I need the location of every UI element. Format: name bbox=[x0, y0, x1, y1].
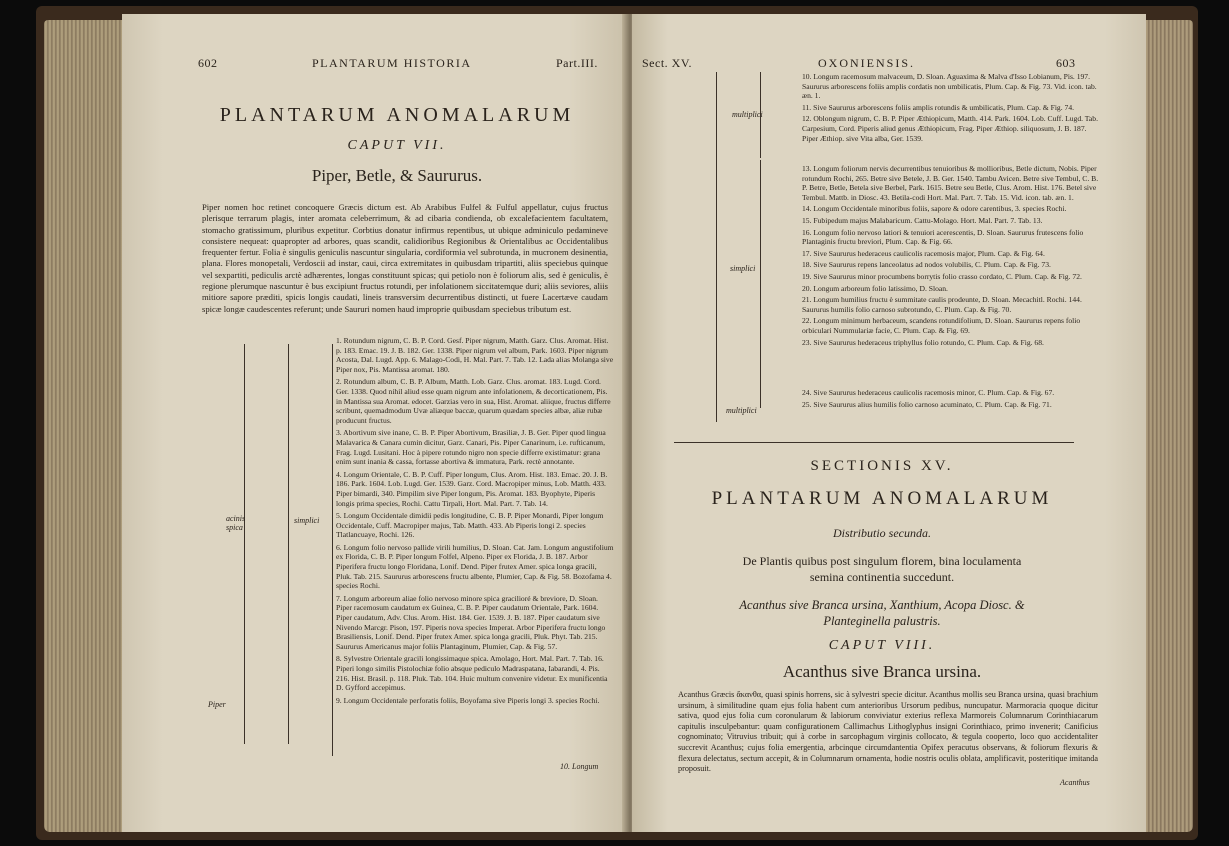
right-subtitle: Acanthus sive Branca ursina. bbox=[782, 662, 982, 681]
list-item: 8. Sylvestre Orientale gracili longissimaque spica. Amolago, Hort. Mal. Part. 7. Tab. 16. Piperi longo similis Pistolochiæ folio absque pediculo Madraspatana, Iabarandi, 4. Pis. 216. Hist. Brasil. p. 118. Pluk. Tab. 104. Huic multum convenire videtur. Ex munificentia D. Gyfford accepimus. bbox=[336, 654, 608, 693]
list-item: 12. Oblongum nigrum, C. B. P. Piper Æthiopicum, Matth. 414. Park. 1604. Lob. Cuff. Lugd. Tab. Carpesium, Cord. Piperis aliud genus Æthiopicum, Frag. Piper Æthiop. siliquosum, J. B. 187. Piper Æthiop. sive Vita alba, Ger. 1539. bbox=[802, 114, 1098, 143]
section-rule bbox=[674, 442, 1074, 443]
section-heading: SECTIONIS XV. bbox=[810, 458, 954, 474]
label-simplici-r: simplici bbox=[730, 264, 756, 273]
left-part: Part.III. bbox=[556, 56, 598, 70]
left-intro-text: Piper nomen hoc retinet concoquere Græcis dictum est. Ab Arabibus Fulfel & Fulful appellatur, cujus fructus plerisque terrarum plagis, inter aromata celeberrimum, & ad cibaria condienda, ob excalefacientem facultatem, stomacho gratissimum, pluribus expetitur. Corbtius donatur infirmus repentibus, ut ubique adminiculo pedamineve consistere nequeat: quapropter ad arbores, quas scandit, calidioribus Regionibus & Orientalibus ac Occidentalibus frequenter fertur. Folia è singulis geniculis nascuntur singularia, cordiformia vel subrotunda, in mucronem desinentia, plana. Flores monopetali, Verdoscii ad instar, caui, circa extremitates in quibusdam tripartiti, aliis speciebus quinque vel sexpartiti, pediculis arctè adhærentes, longas constituunt spicas; qui petiolo non è foliorum alis, sed è geniculis, è regione plerumque nascuntur è bus excipiunt fructus rotundi, per infolationem siccitatemque duri; aliis seviores, aliis mitiore sapore præditi, spicis longis caudati, lineis transversim decurrentibus distincti, ut fuere Lacertæve caudam spicæ longæ caudescentes referunt; unde Saururi nomen haud improprie quibusdam speciebus tributum est. bbox=[202, 202, 608, 314]
book-edge-left bbox=[44, 20, 122, 832]
bracket-line-r1 bbox=[716, 72, 717, 422]
list-item: 15. Fubipedum majus Malabaricum. Cattu-Molago. Hort. Mal. Part. 7. Tab. 13. bbox=[802, 215, 1043, 225]
list-item: 6. Longum folio nervoso pallide virili humilius, D. Sloan. Cat. Jam. Longum angustifolium ex Florida, C. B. P. Piper longum Folfel, Alpeno. Piper ex Florida, J. B. 187. Arbor Piperifera fructu longo Floridana, Lonif. Dend. Piper frutex Amer. spica longa gracili, Pluk. Tab. 215. Saururus arborescens fructu albente, Plumier, Cap. & Fig. 58. Bozofama 4. species Rochi. bbox=[336, 542, 614, 591]
right-catchword: Acanthus bbox=[1060, 778, 1090, 787]
list-item: 18. Sive Saururus repens lanceolatus ad nodos volubilis, C. Plum. Cap. & Fig. 73. bbox=[802, 260, 1051, 270]
right-entries-c bbox=[802, 388, 1102, 409]
right-body-text: Acanthus Græcis ἄκανθα, quasi spinis horrens, sic à sylvestri specie dicitur. Acanthus mollis seu Branca ursina, quasi brachium ursinum, à similitudine quam ejus folia habent cum anterioribus Ursorum pedibus, nuncupatur. Marmoracia quoque dicitur sativa, quod ejus folia cum coronularum & labiorum conviviatur exterius reflexa Marmoreis Columnarum Corinthiacarum capitulis insculpebantur: quam configurationem Callimachus Lithoglyphus insigni Corinthiaco, primo invenerit; Canificius cognominato; Vitruvius tribuit; qui à corbe in sarcophagum virginis collocato, & tegula cooperto, loco quo accidentaliter succrevit Acanthus; cujus folia emergentia, arbcinque circumdantentia Opifex peracutus observans, & foliorum flexuris & flexura delectatus, sectum accepit, & in Columnarum ornamenta, hodie nostris oculis oblata, amplificavit, posteritique imitanda proposuit. bbox=[678, 690, 1098, 774]
distributio: Distributio secunda. bbox=[833, 526, 931, 540]
list-item: 3. Abortivum sive inane, C. B. P. Piper Abortivum, Brasiliæ, J. B. Ger. Piper quod lingua Malavarica & Canara cumin dicitur, Garz. Canari, Pis. Piper Canarinum, i.e. rufticanum, Frag. Lugd. Lusitani. Hoc à pipere rotundo nigro non specie differre existimatur: grana enim sunt inania & cassa, fortasse abortiva & immatura, Park. rectè annotante. bbox=[336, 428, 606, 467]
label-multiplici-1: multiplici bbox=[732, 110, 763, 119]
list-item: 9. Longum Occidentale perforatis foliis, Boyofama sive Piperis longi 3. species Rochi. bbox=[336, 695, 600, 705]
left-page-number: 602 bbox=[198, 56, 218, 70]
left-chapter: CAPUT VII. bbox=[347, 138, 447, 153]
bracket-line-3 bbox=[332, 344, 333, 756]
plants-line-2: Planteginella palustris. bbox=[823, 614, 941, 628]
right-page bbox=[632, 14, 1146, 832]
right-chapter: CAPUT VIII. bbox=[828, 638, 936, 653]
right-entries-b bbox=[802, 164, 1102, 347]
left-entries bbox=[336, 336, 614, 705]
right-running-head: OXONIENSIS. bbox=[818, 56, 915, 70]
list-item: 22. Longum minimum herbaceum, scandens rotundifolium, D. Sloan. Saururus repens folio orbiculari Nummulariæ facie, C. Plum. Cap. & Fig. 69. bbox=[802, 316, 1081, 335]
label-multiplici-2: multiplici bbox=[726, 406, 757, 415]
left-page bbox=[122, 14, 630, 832]
bracket-line-1 bbox=[244, 344, 245, 744]
list-item: 4. Longum Orientale, C. B. P. Cuff. Piper longum, Clus. Arom. Hist. 183. Emac. 20. J. B. 186. Park. 1604. Lob. Lugd. Ger. 1539. Garz. Cord. Macropiper minus, Lob. Matth. 433. Piper bimardi, 340. Pimpilim sive Piper longum, Pis. Aromat. 183. Byophyte, Piperis longis prima species, Rochi. Cattu Tirpali, Hort. Mal. Part. 7. Tab. 14. bbox=[336, 469, 608, 508]
right-title: PLANTARUM ANOMALARUM bbox=[711, 488, 1053, 509]
list-item: 13. Longum foliorum nervis decurrentibus tenuioribus & mollioribus, Betle dictum, Nobis. Piper rotundum Rochi, 265. Betre sive Betele, J. B. Ger. 1540. Tambu Avicen. Betre sive Tembul, C. B. P. Betre, Betle, Betela sive Berbel, Park. 1615. Betre seu Betle, Clus. Arom. Hist. 176. Betel sive Tembul. Mattb. in Diosc. 43. Betila-codi Hort. Mal. Part. 7. Tab. 15. Vid. icon. tab. æn. 1. bbox=[802, 164, 1099, 202]
right-entries-a bbox=[802, 72, 1102, 143]
list-item: 14. Longum Occidentale minoribus foliis, sapore & odore carentibus, 3. species Rochi. bbox=[802, 204, 1067, 214]
list-item: 21. Longum humilius fructu è summitate caulis prodeunte, D. Sloan. Mecachitl. Rochi. 144. Saururus humilis folio carnoso subrotundo, C. Plum. Cap. & Fig. 70. bbox=[802, 295, 1082, 314]
list-item: 17. Sive Saururus hederaceus caulicolis racemosis major, Plum. Cap. & Fig. 64. bbox=[802, 248, 1045, 258]
bracket-line-2 bbox=[288, 344, 289, 744]
list-item: 25. Sive Saururus alius humilis folio carnoso acuminato, C. Plum. Cap. & Fig. 71. bbox=[802, 399, 1052, 409]
list-item: 11. Sive Saururus arborescens foliis amplis rotundis & umbilicatis, Plum. Cap. & Fig. 74. bbox=[802, 102, 1075, 112]
right-section-label: Sect. XV. bbox=[642, 56, 692, 70]
list-item: 2. Rotundum album, C. B. P. Album, Matth. Lob. Garz. Clus. aromat. 183. Lugd. Cord. Ger. 1338. Quod nihil aliud esse quam nigrum ante infolationem, & decorticationem, Pis. in Mantissa sua Aromat. edocet. Garzias vero in sua, Hist. Aromat. aliique, fructus differre scribunt, quemadmodum Uvæ aliæque baccæ, quarum quædam species albæ, aliæ rubæ producunt fructus. bbox=[336, 377, 611, 425]
description-line-1: De Plantis quibus post singulum florem, bina loculamenta bbox=[742, 554, 1022, 568]
list-item: 24. Sive Saururus hederaceus caulicolis racemosis minor, C. Plum. Cap. & Fig. 67. bbox=[802, 388, 1055, 397]
list-item: 23. Sive Saururus hederaceus triphyllus folio rotundo, C. Plum. Cap. & Fig. 68. bbox=[802, 337, 1044, 347]
list-item: 1. Rotundum nigrum, C. B. P. Cord. Gesf. Piper nigrum, Matth. Garz. Clus. Aromat. Hist. p. 183. Emac. 19. J. B. 182. Ger. 1338. Piper nigrum vel album, Park. 1603. Piper nigrum Acosta, Dal. Lugd. App. 6. Malago-Codi, H. Mal. Part. 7. Tab. 12. Lada alias Molanga sive Piper nox, Pis. Mantissa aromat. 180. bbox=[336, 336, 614, 374]
book-edge-right bbox=[1145, 20, 1193, 832]
left-title: PLANTARUM ANOMALARUM bbox=[219, 104, 575, 126]
plants-line-1: Acanthus sive Branca ursina, Xanthium, Acopa Diosc. & bbox=[739, 598, 1025, 612]
list-item: 5. Longum Occidentale dimidii pedis longitudine, C. B. P. Piper Monardi, Piper longum Occidentale, Cuff. Macropiper majus, Tab. Matth. 433. Ab Piperis longi 2. species Tlatlancuaye, Rochi. 126. bbox=[336, 511, 604, 540]
left-running-head: PLANTARUM HISTORIA bbox=[312, 56, 472, 70]
right-page-number: 603 bbox=[1056, 56, 1076, 70]
description-line-2: semina continentia succedunt. bbox=[809, 570, 955, 584]
list-item: 16. Longum folio nervoso latiori & tenuiori acerescentis, D. Sloan. Saururus frutescens folio Plantaginis fructu breviori, Plum. Cap. & Fig. 66. bbox=[802, 227, 1084, 247]
label-piper: Piper bbox=[208, 700, 226, 709]
label-acinis-spica: acinis spica bbox=[226, 514, 246, 532]
list-item: 20. Longum arboreum folio latissimo, D. Sloan. bbox=[802, 283, 948, 293]
list-item: 19. Sive Saururus minor procumbens borrytis folio crasso cordato, C. Plum. Cap. & Fig. 72. bbox=[802, 271, 1082, 281]
left-catchword: 10. Longum bbox=[560, 762, 599, 771]
bracket-line-r3 bbox=[760, 160, 761, 408]
label-simplici: simplici bbox=[294, 516, 320, 525]
list-item: 7. Longum arboreum aliae folio nervoso minore spica gracilioré & breviore, D. Sloan. Piper racemosum caudatum ex Guinea, C. B. P. Piper caudatum Orientale, Park. 1604. Piper caudatum, Adv. Clus. Arom. Hist. 184. Ger. 1539. J. B. 187. Piper caudatum sive Nivendo Marcgr. Pison, 197. Piperis nova species Imperat. Arbor Piperifera fructu longo Brasiliensis, Lonif. Dend. Piper frutex Amer. spica longa gracili, Pluk. Phyt. Tab. 215. Saururus Americanus major foliis Plantaginum, Plumier, Cap. & Fig. 57. bbox=[336, 593, 606, 651]
left-subtitle: Piper, Betle, & Saururus. bbox=[311, 166, 483, 185]
list-item: 10. Longum racemosum malvaceum, D. Sloan. Aguaxima & Malva d'Isso Lobianum, Pis. 197. Saururus arborescens foliis amplis cordatis non umbilicatis, Plum. Cap. & Fig. 73. Vid. icon. tab. æn. 1. bbox=[802, 72, 1097, 101]
